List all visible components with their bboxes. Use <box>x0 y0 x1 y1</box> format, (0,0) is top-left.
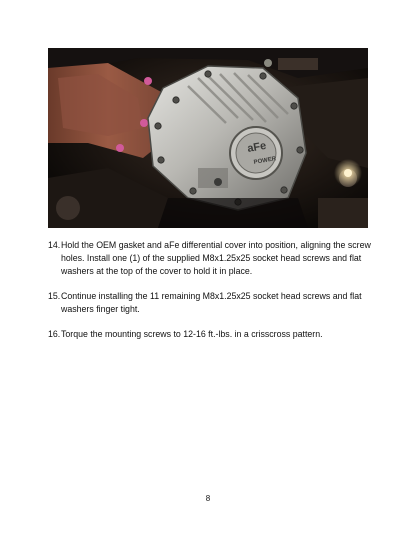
step-15 <box>48 290 378 316</box>
step-16 <box>48 328 378 341</box>
power-logo-text: POWER <box>253 156 277 166</box>
step-text: Continue installing the 11 remaining M8x1.25x25 socket head screws and flat washers finger tight. <box>61 291 362 314</box>
step-text: Hold the OEM gasket and aFe differential cover into position, aligning the screw holes. Install one (1) of the supplied M8x1.25x25 socket head screws and flat washers at the top of the cover to hold it in place. <box>61 240 371 276</box>
differential-cover-photo <box>48 48 368 228</box>
afe-logo-text: aFe <box>246 139 268 155</box>
page-number: 8 <box>205 494 211 503</box>
step-text: Torque the mounting screws to 12-16 ft.-lbs. in a crisscross pattern. <box>61 329 323 339</box>
step-number: 16. <box>48 329 61 339</box>
step-number: 15. <box>48 291 61 301</box>
step-number: 14. <box>48 240 61 250</box>
installation-photo <box>48 48 368 228</box>
installation-steps <box>48 239 378 353</box>
step-14 <box>48 239 378 278</box>
